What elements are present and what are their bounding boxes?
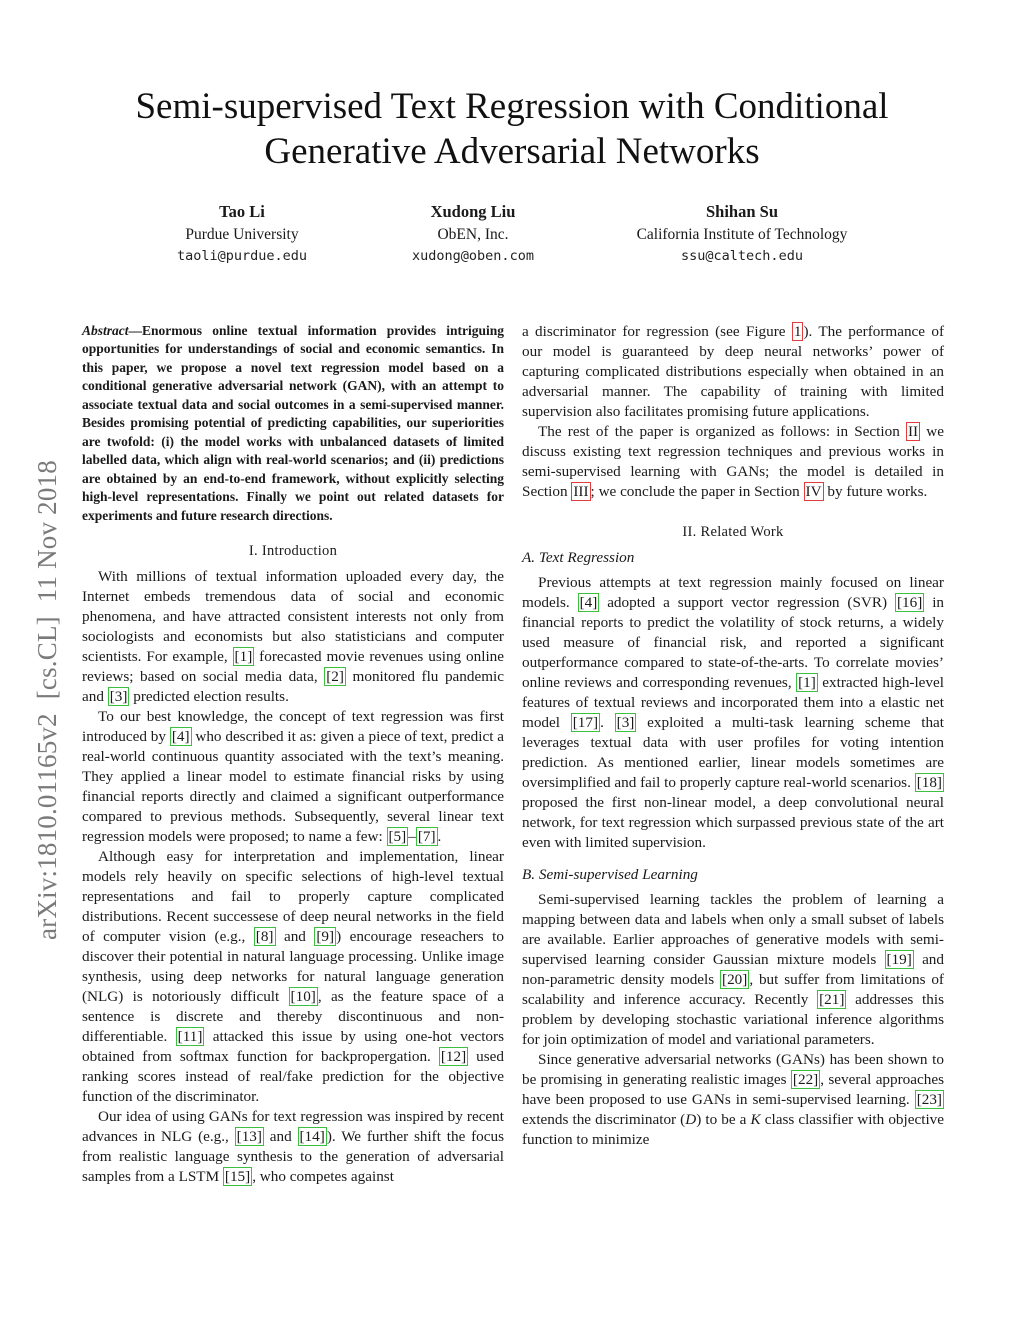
intro-paragraph-6: The rest of the paper is organized as follows: in Section II we discuss existing text regression techniques and previous works in semi-supervised learning with GANs; the model is detailed in Section III ; we conclude the paper in Section IV by future works.	[522, 423, 944, 500]
section-ref-link[interactable]: IV	[805, 483, 822, 500]
intro-paragraph-4: Our idea of using GANs for text regression was inspired by recent advances in NLG (e.g., [13] and [14] ). We further shift the focus from realistic language synthesis to the generation of adversarial samples from a LSTM [15] , who competes against	[82, 1107, 505, 1185]
citation-link[interactable]: [5]	[388, 827, 407, 845]
citation-link[interactable]: [18]	[916, 774, 942, 791]
related-paragraph-2: Semi-supervised learning tackles the problem of learning a mapping between data and labels when only a small subset of labels are available. Earlier approaches of generative models with semi-supervised learning consider Gaussian mixture models [19] and non-parametric density models [20] , but suffer from limitations of scalability and inference accuracy. Recently [21] addresses this problem by developing stochastic variational inference algorithms for join optimization of model and variational parameters.	[522, 891, 944, 1048]
author-name: Shihan Su	[705, 202, 779, 221]
citation-link[interactable]: [1]	[234, 647, 253, 665]
intro-paragraph-2: To our best knowledge, the concept of text regression was first introduced by [4] who described it as: given a piece of text, predict a real-world continuous quantity associated with the text’s meaning. They applied a linear model to estimate financial risks by using financial reports directly and claimed a significant outperformance compared to previous methods. Subsequently, several linear text regression models were proposed; to name a few: [5] – [7] .	[82, 707, 504, 845]
author-affiliation: Purdue University	[185, 226, 299, 243]
abstract-text: —Enormous online textual information provides intriguing opportunities for understandings of social and economic semantics. In this paper, we propose a novel text regression model based on a conditional generative adversarial network (GAN), with an attempt to associate textual data and social outcomes in a semi-supervised manner. Besides promising potential of predicting capabilities, our superiorities are twofold: (i) the model works with unbalanced datasets of limited labelled data, which align with real-world scenarios; and (ii) predictions are obtained by an end-to-end framework, without explicitly selecting high-level representations. Finally we point out related datasets for experiments and future research directions.	[82, 323, 504, 523]
math-symbol-k: K	[750, 1111, 761, 1128]
citation-link[interactable]: [13]	[236, 1127, 262, 1145]
title-line-2: Generative Adversarial Networks	[264, 131, 760, 172]
left-column	[82, 322, 504, 1187]
citation-link[interactable]: [3]	[616, 714, 635, 731]
author-block-2	[323, 202, 623, 266]
citation-link[interactable]: [19]	[886, 951, 912, 968]
title-line-1: Semi-supervised Text Regression with Conditional	[135, 86, 889, 127]
citation-link[interactable]: [17]	[572, 714, 599, 731]
intro-paragraph-3: Although easy for interpretation and implementation, linear models rely heavily on specific selections of high-level textual representations and fail to properly capture complicated distributions. Recent successese of deep neural networks in the field of computer vision (e.g., [8] and [9] ) encourage reseachers to discover their potential in natural language processing. Unlike image synthesis, using deep networks for natural language generation (NLG) is notoriously difficult [10] , as the feature space of a sentence is discrete and thereby discontinuous and non-differentiable. [11] attacked this issue by using one-hot vectors obtained from softmax function for backpropergation. [12] used ranking scores instead of real/fake prediction for the objective function of the discriminator.	[82, 847, 505, 1105]
section-heading-related-work: II. Related Work	[682, 524, 784, 540]
citation-link[interactable]: [10]	[290, 987, 316, 1005]
author-block-3	[592, 202, 892, 266]
section-heading-introduction: I. Introduction	[248, 542, 338, 559]
citation-link[interactable]: [3]	[109, 687, 128, 705]
abstract-label: Abstract	[82, 323, 129, 338]
math-symbol-d: D	[685, 1111, 697, 1128]
citation-link[interactable]: [8]	[255, 927, 274, 945]
related-paragraph-3: Since generative adversarial networks (GANs) has been shown to be promising in generating realistic images [22] , several approaches have been proposed to use GANs in semi-supervised learning. [23] extends the discriminator (D) to be a K class classifier with objective function to minimize	[522, 1051, 945, 1148]
abstract	[82, 322, 504, 525]
citation-link[interactable]: [14]	[299, 1127, 325, 1145]
citation-link[interactable]: [2]	[326, 667, 344, 685]
figure-ref-link[interactable]: 1	[793, 323, 802, 340]
citation-link[interactable]: [7]	[417, 827, 436, 845]
citation-link[interactable]: [21]	[819, 991, 845, 1008]
author-email: xudong@oben.com	[412, 248, 534, 264]
citation-link[interactable]: [11]	[177, 1027, 203, 1045]
section-ref-link[interactable]: II	[907, 423, 919, 440]
arxiv-stamp: arXiv:1810.01165v2 [cs.CL] 11 Nov 2018	[32, 460, 62, 940]
author-name: Tao Li	[219, 202, 265, 221]
right-column	[522, 322, 944, 1150]
citation-link[interactable]: [12]	[440, 1047, 467, 1065]
subsection-heading-text-regression: A. Text Regression	[522, 549, 635, 566]
author-affiliation: California Institute of Technology	[636, 226, 848, 243]
intro-paragraph-1: With millions of textual information uploaded every day, the Internet embeds tremendous data of social and economic phenomena, and have attracted consistent interests not only from sociologists and economists but also statisticians and computer scientists. For example, [1] forecasted movie revenues using online reviews; based on social media data, [2] monitored flu pandemic and [3] predicted election results.	[82, 567, 505, 705]
section-ref-link[interactable]: III	[573, 483, 589, 500]
citation-link[interactable]: [15]	[224, 1167, 251, 1185]
author-email: taoli@purdue.edu	[176, 248, 308, 264]
citation-link[interactable]: [22]	[792, 1071, 819, 1088]
citation-link[interactable]: [16]	[896, 594, 923, 611]
author-email: ssu@caltech.edu	[681, 248, 803, 264]
citation-link[interactable]: [4]	[579, 594, 598, 611]
citation-link[interactable]: [23]	[916, 1091, 942, 1108]
author-name: Xudong Liu	[430, 202, 516, 221]
related-paragraph-1: Previous attempts at text regression mainly focused on linear models. [4] adopted a support vector regression (SVR) [16] in financial reports to predict the volatility of stock returns, a widely used measure of financial risk, and reported a significant outperformance compared to state-of-the-arts. To correlate movies’ online reviews and corresponding revenues, [1] extracted high-level features of textual reviews and incorporated them into a elastic net model [17] . [3] exploited a multi-task learning scheme that leverages textual data with user profiles for voting intention prediction. As mentioned earlier, linear models sometimes are oversimplified and fail to properly capture real-world scenarios. [18] proposed the first non-linear model, a deep convolutional neural network, for text regression which surpassed previous state of the art even with limited supervision.	[522, 574, 945, 851]
citation-link[interactable]: [20]	[722, 971, 748, 988]
citation-link[interactable]: [9]	[316, 927, 335, 945]
author-affiliation: ObEN, Inc.	[437, 226, 509, 243]
citation-link[interactable]: [1]	[798, 674, 816, 691]
citation-link[interactable]: [4]	[171, 727, 190, 745]
subsection-heading-semi-supervised: B. Semi-supervised Learning	[522, 866, 698, 883]
intro-paragraph-5: a discriminator for regression (see Figure 1 ). The performance of our model is guaranteed by deep neural networks’ power of capturing complicated distributions especially when obtained in an adversarial manner. The capability of training with limited supervision also facilitates promising future applications.	[522, 323, 945, 420]
paper-title	[80, 84, 944, 174]
